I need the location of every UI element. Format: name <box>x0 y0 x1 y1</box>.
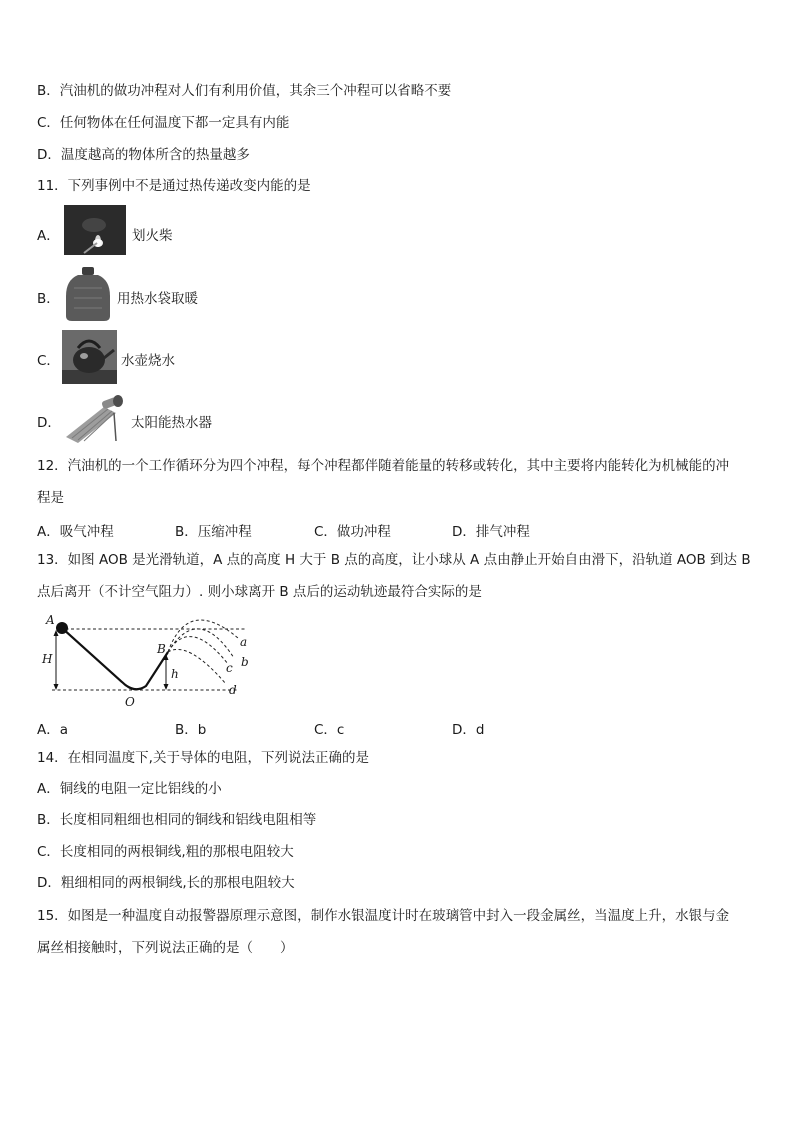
ball <box>56 622 68 634</box>
q11-option-a-text: 划火柴 <box>132 228 173 244</box>
q13-track-diagram <box>38 608 268 708</box>
q14-option-c: C．长度相同的两根铜线,粗的那根电阻较大 <box>37 844 294 860</box>
match-photo <box>64 205 126 255</box>
q10-option-c: C．任何物体在任何温度下都一定具有内能 <box>37 115 290 131</box>
label-height-h-small: h <box>171 667 179 681</box>
trajectory-a <box>168 620 238 652</box>
q11-option-b-letter: B． <box>37 291 60 307</box>
solar-heater-icon <box>64 393 126 443</box>
q11-stem: 11．下列事例中不是通过热传递改变内能的是 <box>37 178 311 194</box>
q13-option-a: A．a <box>37 722 69 738</box>
q12-option-c: C．做功冲程 <box>314 524 391 540</box>
q10-option-b: B．汽油机的做功冲程对人们有利用价值，其余三个冲程可以省略不要 <box>37 83 452 99</box>
q12-option-b: B．压缩冲程 <box>175 524 252 540</box>
q14-option-a: A．铜线的电阻一定比铝线的小 <box>37 781 222 797</box>
q14-option-d: D．粗细相同的两根铜线,长的那根电阻较大 <box>37 875 295 891</box>
q14-option-b: B．长度相同粗细也相同的铜线和铝线电阻相等 <box>37 812 317 828</box>
kettle-photo <box>62 330 117 384</box>
hot-water-bag-photo <box>64 266 112 322</box>
label-o-point: O <box>125 695 135 708</box>
q10-option-d: D．温度越高的物体所含的热量越多 <box>37 147 250 163</box>
label-a-point: A <box>46 613 55 627</box>
q15-stem-line1: 15．如图是一种温度自动报警器原理示意图，制作水银温度计时在玻璃管中封入一段金属丝，当温度上升，水银与金 <box>37 908 730 924</box>
q13-option-d: D．d <box>452 722 485 738</box>
trajectory-c <box>168 637 228 664</box>
match-flame-icon <box>64 205 126 255</box>
label-trajectory-b: b <box>241 655 249 669</box>
q12-option-d: D．排气冲程 <box>452 524 530 540</box>
q12-stem-line1: 12．汽油机的一个工作循环分为四个冲程，每个冲程都伴随着能量的转移或转化，其中主要将内能转化为机械能的冲 <box>37 458 730 474</box>
label-trajectory-c: c <box>226 661 233 675</box>
label-b-point: B <box>157 642 166 656</box>
q11-option-c-text: 水壶烧水 <box>121 353 175 369</box>
q11-option-d-text: 太阳能热水器 <box>131 415 212 431</box>
label-height-h-big: H <box>42 652 53 666</box>
q11-option-a-letter: A． <box>37 228 60 244</box>
q12-stem-line2: 程是 <box>37 490 64 506</box>
q11-option-d-letter: D． <box>37 415 61 431</box>
hot-water-bag-icon <box>64 266 112 322</box>
label-trajectory-a: a <box>240 635 248 649</box>
trajectory-b <box>168 629 234 658</box>
track-aob <box>62 628 168 689</box>
q13-option-b: B．b <box>175 722 207 738</box>
q14-stem: 14．在相同温度下,关于导体的电阻，下列说法正确的是 <box>37 750 369 766</box>
q13-stem-line2: 点后离开（不计空气阻力）. 则小球离开 B 点后的运动轨迹最符合实际的是 <box>37 584 482 600</box>
q11-option-c-letter: C． <box>37 353 60 369</box>
label-trajectory-d: d <box>229 683 237 697</box>
kettle-icon <box>62 330 117 384</box>
solar-heater-photo <box>64 393 126 443</box>
q13-option-c: C．c <box>314 722 345 738</box>
q11-option-b-text: 用热水袋取暖 <box>117 291 198 307</box>
q15-stem-line2: 属丝相接触时，下列说法正确的是（ ） <box>37 940 294 956</box>
q12-option-a: A．吸气冲程 <box>37 524 114 540</box>
q13-stem-line1: 13．如图 AOB 是光滑轨道，A 点的高度 H 大于 B 点的高度，让小球从 A 点由静止开始自由滑下，沿轨道 AOB 到达 B <box>37 552 751 568</box>
